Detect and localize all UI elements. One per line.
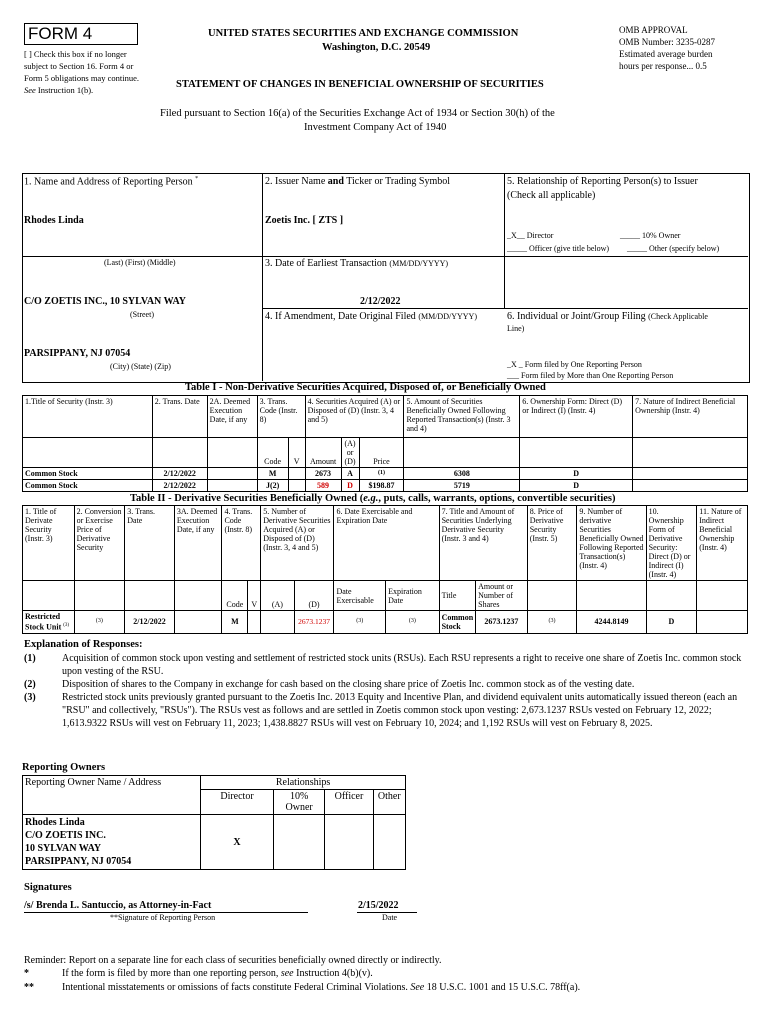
- t2-sub-exercisable: Date Exercisable: [334, 581, 386, 611]
- t1-r1-aord: D: [341, 480, 359, 492]
- t2-r-conv: (3): [74, 611, 125, 634]
- checkbox-see: See: [24, 85, 36, 95]
- t2-sub-a: (A): [261, 581, 294, 611]
- explanation-list: [24, 652, 744, 730]
- t2-sub-expiration: Expiration Date: [386, 581, 439, 611]
- statement-title: STATEMENT OF CHANGES IN BENEFICIAL OWNERSHIP OF SECURITIES: [176, 79, 544, 90]
- reporting-city: PARSIPPANY, NJ 07054: [24, 348, 131, 359]
- table1: [22, 395, 748, 492]
- t2-sub-d: (D): [294, 581, 334, 611]
- t2-sub-title: Title: [439, 581, 476, 611]
- t1-r0-owned: 6308: [404, 468, 520, 480]
- list-item: (2) Disposition of shares to the Company in exchange for cash based on the closing share price of Zoetis Inc. common stock as of the vesting date.: [24, 679, 635, 690]
- t2-r-price: (3): [527, 611, 577, 634]
- divider: [504, 256, 748, 257]
- t2-r-expiration: (3): [386, 611, 439, 634]
- t1-r1-form: D: [520, 480, 633, 492]
- t2-r-title: Restricted Stock Unit $^{(3)}$: [23, 611, 75, 634]
- t1-r1-amount: 589: [305, 480, 341, 492]
- earliest-transaction-date: 2/12/2022: [360, 296, 401, 307]
- list-item: (1) Acquisition of common stock upon vesting and settlement of restricted stock units (RSUs). Each RSU represents a right to receive one share of Zoetis Inc. common stock upon vesting of the RSU.: [24, 653, 742, 677]
- t1-sub-amount: Amount: [305, 438, 341, 468]
- filing-one-person[interactable]: _X _ Form filed by One Reporting Person: [507, 360, 642, 369]
- box6-label: 6. Individual or Joint/Group Filing (Check Applicable: [507, 311, 708, 322]
- signature-date: 2/15/2022: [358, 900, 399, 911]
- relationship-other[interactable]: _____ Other (specify below): [627, 244, 720, 253]
- city-label: (City) (State) (Zip): [110, 362, 171, 371]
- omb-number: OMB Number: 3235-0287: [619, 37, 715, 47]
- reporting-street: C/O ZOETIS INC., 10 SYLVAN WAY: [24, 296, 187, 307]
- checkbox-text: [ ] Check this box if no longer subject to Section 16. Form 4 or Form 5 obligations may continue.: [24, 49, 139, 83]
- signer-label: **Signature of Reporting Person: [110, 913, 216, 922]
- t2-h-title: 1. Title of Derivate Security (Instr. 3): [23, 506, 75, 581]
- divider: [22, 256, 504, 257]
- t2-r-v: [248, 611, 261, 634]
- form-title: FORM 4: [28, 24, 93, 43]
- t1-r0-v: [288, 468, 305, 480]
- t1-r1-owned: 5719: [404, 480, 520, 492]
- t2-h-number: 5. Number of Derivative Securities Acquired (A) or Disposed of (D) (Instr. 3, 4 and 5): [261, 506, 334, 581]
- divider: [262, 173, 263, 381]
- reporting-person-name: Rhodes Linda: [24, 215, 84, 226]
- agency-location: Washington, D.C. 20549: [322, 42, 431, 53]
- t1-r0-form: D: [520, 468, 633, 480]
- t2-sub-v: V: [248, 581, 261, 611]
- t1-r1-v: [288, 480, 305, 492]
- omb-hours: hours per response... 0.5: [619, 61, 707, 71]
- t2-r-d: 2673.1237: [294, 611, 334, 634]
- owners-table: [22, 775, 406, 870]
- signatures-title: Signatures: [24, 882, 72, 893]
- agency-name: UNITED STATES SECURITIES AND EXCHANGE COMMISSION: [208, 28, 519, 39]
- checkbox-instr: Instruction 1(b).: [37, 85, 94, 95]
- t1-h-code: 3. Trans. Code (Instr. 8): [257, 396, 305, 438]
- issuer-name: Zoetis Inc. [ ZTS ]: [265, 215, 344, 226]
- t2-r-deemed: [174, 611, 222, 634]
- relationship-officer[interactable]: _____ Officer (give title below): [507, 244, 610, 253]
- t2-sub-amount: Amount or Number of Shares: [476, 581, 528, 611]
- list-item: (3) Restricted stock units previously granted pursuant to the Zoetis Inc. 2013 Equity and Incentive Plan, and dividend equivalent units automatically issued thereon (each an "RSU" and collectively, "RSUs"). The RSUs vest as follows and are settled in Zoetis common stock upon vesting: 2,673.1237 RSUs vested on February 12, 2022; 1,613.9322 RSUs will vest on February 11, 2023; 1,438.8827 RSUs will vest on February 10, 2024; and 1,192 RSUs will vest on February 8, 2025.: [24, 692, 738, 729]
- filed-pursuant: Filed pursuant to Section 16(a) of the Securities Exchange Act of 1934 or Section 30(h) of the: [160, 108, 555, 119]
- t1-r1-title: Common Stock: [23, 480, 153, 492]
- t2-h-price: 8. Price of Derivative Security (Instr. 5): [527, 506, 577, 581]
- t1-r1-date: 2/12/2022: [152, 480, 207, 492]
- t2-h-code: 4. Trans. Code (Instr. 8): [222, 506, 261, 581]
- t1-r1-price: $198.87: [359, 480, 404, 492]
- t2-r-nature: [697, 611, 748, 634]
- box5-label-2: (Check all applicable): [507, 190, 596, 201]
- box3-label: 3. Date of Earliest Transaction (MM/DD/YYYY): [265, 258, 449, 269]
- t1-r0-price: (1): [359, 468, 404, 480]
- t1-r1-code: J(2): [257, 480, 288, 492]
- owners-col-officer: Officer: [325, 790, 373, 815]
- divider: [262, 308, 748, 309]
- t1-r0-code: M: [257, 468, 288, 480]
- table2: [22, 505, 748, 634]
- t1-r0-aord: A: [341, 468, 359, 480]
- table-row: [23, 468, 748, 480]
- t1-h-nature: 7. Nature of Indirect Beneficial Ownership (Instr. 4): [633, 396, 748, 438]
- checkbox-note[interactable]: [24, 48, 152, 96]
- table2-title: Table II - Derivative Securities Beneficially Owned (e.g., puts, calls, warrants, options, convertible securities): [130, 493, 616, 504]
- explanation-title: Explanation of Responses:: [24, 639, 143, 650]
- t2-h-dates: 6. Date Exercisable and Expiration Date: [334, 506, 439, 581]
- t1-h-title: 1.Title of Security (Instr. 3): [23, 396, 153, 438]
- t2-r-utitle: Common Stock: [439, 611, 476, 634]
- name-parts-label: (Last) (First) (Middle): [104, 258, 176, 267]
- t1-r0-deemed: [207, 468, 257, 480]
- box1-label: 1. Name and Address of Reporting Person *: [24, 176, 199, 188]
- owners-title: Reporting Owners: [22, 762, 106, 773]
- omb-burden: Estimated average burden: [619, 49, 713, 59]
- top-boxes: [22, 173, 750, 383]
- signer-name: /s/ Brenda L. Santuccio, as Attorney-in-Fact: [24, 900, 212, 911]
- owner-director-mark: X: [201, 815, 274, 870]
- t2-r-uamount: 2673.1237: [476, 611, 528, 634]
- footnote-2: Intentional misstatements or omissions of facts constitute Federal Criminal Violations. See 18 U.S.C. 1001 and 15 U.S.C. 78ff(a).: [62, 982, 581, 993]
- t2-h-nature: 11. Nature of Indirect Beneficial Ownership (Instr. 4): [697, 506, 748, 581]
- t1-sub-price: Price: [359, 438, 404, 468]
- t1-r0-nature: [633, 468, 748, 480]
- table-row: [23, 815, 406, 870]
- t1-h-deemed: 2A. Deemed Execution Date, if any: [207, 396, 257, 438]
- t1-h-date: 2. Trans. Date: [152, 396, 207, 438]
- box5-label: 5. Relationship of Reporting Person(s) to Issuer: [507, 176, 698, 187]
- t1-sub-v: V: [288, 438, 305, 468]
- date-label: Date: [382, 913, 398, 922]
- relationship-director[interactable]: _X__ Director: [507, 231, 554, 240]
- t1-r0-title: Common Stock: [23, 468, 153, 480]
- t2-r-exercisable: (3): [334, 611, 386, 634]
- t2-r-a: [261, 611, 294, 634]
- footnote-star-1: *: [24, 968, 29, 979]
- t1-r1-deemed: [207, 480, 257, 492]
- owners-col-other: Other: [373, 790, 405, 815]
- t2-h-form: 10. Ownership Form of Derivative Security: Direct (D) or Indirect (I) (Instr. 4): [646, 506, 697, 581]
- filing-more-persons[interactable]: ___ Form filed by More than One Reporting Person: [507, 371, 674, 380]
- relationship-ten-owner[interactable]: _____ 10% Owner: [620, 231, 681, 240]
- t1-h-acquired: 4. Securities Acquired (A) or Disposed of (D) (Instr. 3, 4 and 5): [305, 396, 404, 438]
- t1-h-owned: 5. Amount of Securities Beneficially Owned Following Reported Transaction(s) (Instr. 3 and 4): [404, 396, 520, 438]
- t2-h-underlying: 7. Title and Amount of Securities Underlying Derivative Security (Instr. 3 and 4): [439, 506, 527, 581]
- reminder: Reminder: Report on a separate line for each class of securities beneficially owned directly or indirectly.: [24, 955, 442, 966]
- t2-h-date: 3. Trans. Date: [125, 506, 175, 581]
- box2-label: 2. Issuer Name and Ticker or Trading Symbol: [265, 176, 451, 187]
- filed-pursuant-2: Investment Company Act of 1940: [304, 122, 447, 133]
- t2-r-code: M: [222, 611, 248, 634]
- omb-approval: OMB APPROVAL: [619, 25, 688, 35]
- t2-r-owned: 4244.8149: [577, 611, 646, 634]
- t2-h-conv: 2. Conversion or Exercise Price of Derivative Security: [74, 506, 125, 581]
- table-row: [23, 480, 748, 492]
- t2-h-deemed: 3A. Deemed Execution Date, if any: [174, 506, 222, 581]
- table-row: [23, 611, 748, 634]
- t1-sub-code: Code: [257, 438, 288, 468]
- divider: [504, 173, 505, 308]
- footnote-1: If the form is filed by more than one reporting person, see Instruction 4(b)(v).: [62, 968, 373, 979]
- form-title-box: [24, 23, 138, 45]
- table1-title: Table I - Non-Derivative Securities Acquired, Disposed of, or Beneficially Owned: [185, 382, 546, 393]
- owners-col-director: Director: [201, 790, 274, 815]
- t1-r0-date: 2/12/2022: [152, 468, 207, 480]
- owners-col-name: Reporting Owner Name / Address: [23, 776, 201, 790]
- footnote-star-2: **: [24, 982, 34, 993]
- t1-r0-amount: 2673: [305, 468, 341, 480]
- owners-col-ten-owner: 10% Owner: [273, 790, 325, 815]
- t2-h-owned: 9. Number of derivative Securities Beneficially Owned Following Reported Transaction(s) (Instr. 4): [577, 506, 646, 581]
- box6-label-line: Line): [507, 324, 525, 333]
- t2-sub-code: Code: [222, 581, 248, 611]
- street-label: (Street): [130, 310, 154, 319]
- owner-address: Rhodes Linda C/O ZOETIS INC. 10 SYLVAN WAY PARSIPPANY, NJ 07054: [23, 815, 201, 870]
- box4-label: 4. If Amendment, Date Original Filed (MM/DD/YYYY): [265, 311, 477, 322]
- t2-r-date: 2/12/2022: [125, 611, 175, 634]
- t1-h-form: 6. Ownership Form: Direct (D) or Indirect (I) (Instr. 4): [520, 396, 633, 438]
- t1-r1-nature: [633, 480, 748, 492]
- owners-relationships: Relationships: [201, 776, 406, 790]
- t2-r-form: D: [646, 611, 697, 634]
- t1-sub-aord: (A) or (D): [341, 438, 359, 468]
